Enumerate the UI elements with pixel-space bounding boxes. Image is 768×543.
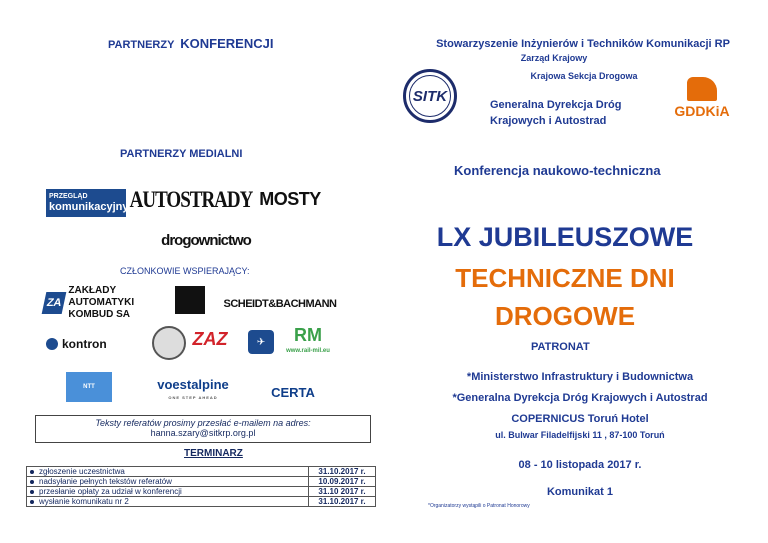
schedule-table xyxy=(26,466,376,507)
zaz-logo: ZAZ xyxy=(192,328,228,349)
gddkia-name: Generalna Dyrekcja Dróg Krajowych i Autostrad xyxy=(490,99,622,127)
autostrady-logo: AUTOSTRADY xyxy=(129,187,253,213)
zaklady-automatyki-logo: ZA ZAKŁADY AUTOMATYKI KOMBUD SA xyxy=(44,289,159,317)
conference-title-3: DROGOWE xyxy=(494,301,636,331)
papers-email[interactable]: hanna.szary@sitkrp.org.pl xyxy=(150,428,256,438)
scheidt-bachmann-logo: SCHEIDT&BACHMANN xyxy=(223,298,337,310)
partners-heading: PARTNERZY KONFERENCJI xyxy=(108,36,274,51)
supporting-members-heading: CZŁONKOWIE WSPIERAJĄCY: xyxy=(120,266,250,276)
conference-title-2: TECHNICZNE DNI xyxy=(455,263,675,293)
org-board: Zarząd Krajowy xyxy=(520,53,588,63)
conference-dates: 08 - 10 listopada 2017 r. xyxy=(518,459,642,471)
hotel-address: ul. Bulwar Filadelfijski 11 , 87-100 Toruń xyxy=(495,430,665,440)
black-square-logo xyxy=(175,286,205,314)
voestalpine-logo: voestalpine ONE STEP AHEAD xyxy=(157,377,229,400)
conference-type: Konferencja naukowo-techniczna xyxy=(454,163,661,178)
schedule-heading: TERMINARZ xyxy=(184,448,243,459)
rail-mil-logo: RM www.rail-mil.eu xyxy=(286,325,330,354)
round-seal-logo xyxy=(152,326,186,360)
patron-2: *Generalna Dyrekcja Dróg Krajowych i Autostrad xyxy=(452,392,708,404)
table-row: zgłoszenie uczestnictwa 31.10.2017 r. xyxy=(27,467,376,477)
footnote: *Organizatorzy wystąpili o Patronat Honorowy xyxy=(428,503,530,509)
drogownictwo-logo: drogownictwo xyxy=(161,231,251,249)
media-partners-heading: PARTNERZY MEDIALNI xyxy=(120,148,243,160)
org-title: Stowarzyszenie Inżynierów i Techników Komunikacji RP xyxy=(436,38,730,50)
patronat-heading: PATRONAT xyxy=(531,341,590,353)
gddkia-logo: GDDKiA xyxy=(658,74,746,122)
sitk-logo: SITK xyxy=(403,69,457,123)
table-row: nadsyłanie pełnych tekstów referatów 10.09.2017 r. xyxy=(27,477,376,487)
przeglad-komunikacyjny-logo: PRZEGLĄD komunikacyjny xyxy=(46,189,126,217)
table-row: wysłanie komunikatu nr 2 31.10.2017 r. xyxy=(27,497,376,507)
rail-mil-icon: ✈ xyxy=(248,330,274,354)
komunikat: Komunikat 1 xyxy=(546,486,613,498)
org-section: Krajowa Sekcja Drogowa xyxy=(530,71,638,81)
conference-title-1: LX JUBILEUSZOWE xyxy=(436,222,694,252)
certa-logo: CERTA xyxy=(271,384,315,400)
kontron-logo: kontron xyxy=(46,336,132,352)
papers-text: Teksty referatów prosimy przesłać e-mailem na adres: hanna.szary@sitkrp.org.pl xyxy=(35,418,371,438)
ntt-logo: NTT xyxy=(66,372,112,402)
patron-1: *Ministerstwo Infrastruktury i Budownictwa xyxy=(466,371,694,383)
gddkia-emblem-icon xyxy=(687,77,717,101)
mosty-logo: MOSTY xyxy=(259,188,321,209)
table-row: przesłanie opłaty za udział w konferencji 31.10 2017 r. xyxy=(27,487,376,497)
hotel-name: COPERNICUS Toruń Hotel xyxy=(511,413,649,425)
kontron-dot-icon xyxy=(46,338,58,350)
